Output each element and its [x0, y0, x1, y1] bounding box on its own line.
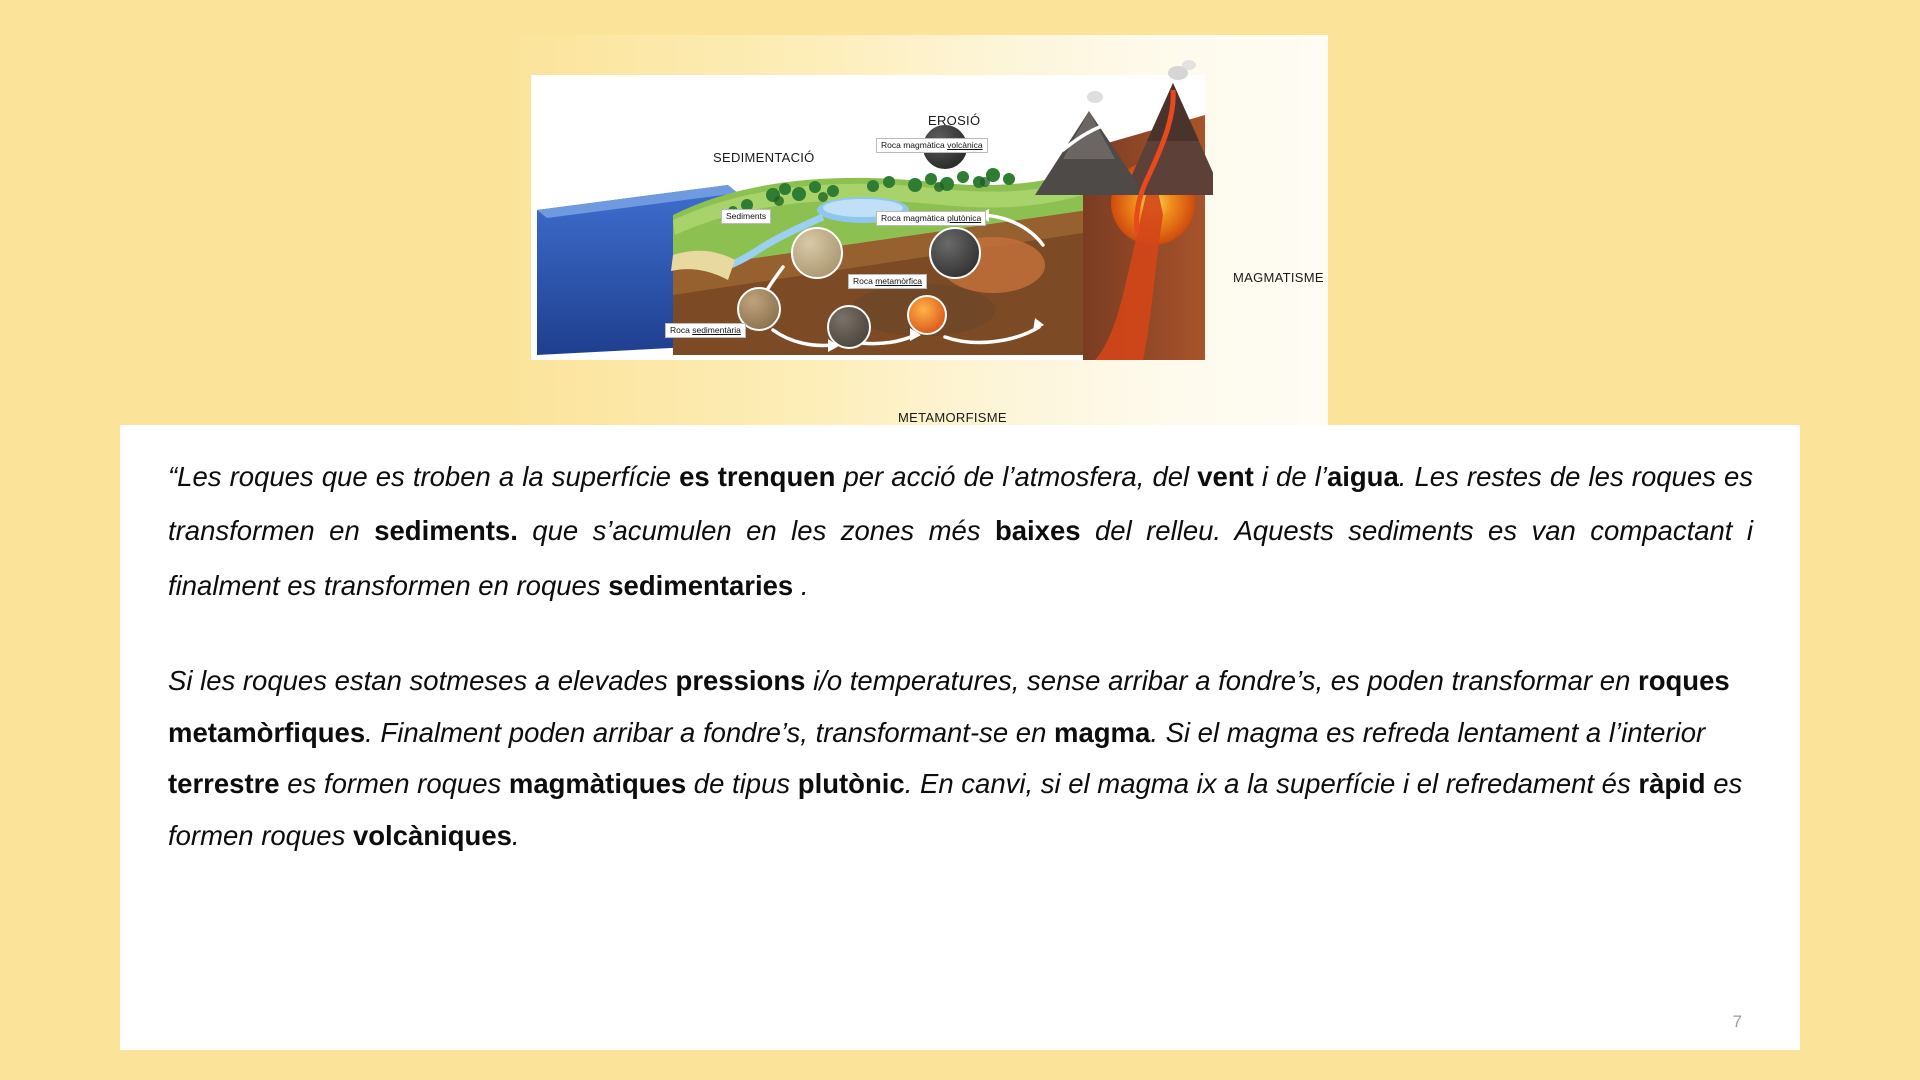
rock-cycle-diagram	[523, 55, 1324, 425]
text-emphasis: magmàtiques	[508, 768, 687, 800]
text-run: . Les restes de les roques es transformen en	[168, 461, 1754, 547]
text-emphasis: vent	[1197, 461, 1254, 492]
text-emphasis: pressions	[675, 665, 806, 696]
tag-plutonic-underline: plutònica	[947, 213, 982, 223]
tag-sedimentary-prefix: Roca	[670, 325, 693, 335]
text-emphasis: terrestre	[168, 768, 280, 800]
text-run: es formen roques	[168, 768, 1743, 852]
text-run: “Les roques que es troben a la superfície	[168, 461, 680, 492]
tag-volcanic-underline: volcànica	[947, 140, 983, 150]
label-erosion: EROSIÓ	[928, 113, 981, 128]
label-magmatism: MAGMATISME	[1233, 270, 1324, 285]
text-emphasis: plutònic	[797, 768, 905, 800]
text-run: que s’acumulen en les zones més	[517, 515, 995, 547]
tag-sediments-label: Sediments	[726, 211, 767, 221]
text-panel	[120, 425, 1800, 1050]
label-sedimentation: SEDIMENTACIÓ	[713, 150, 815, 165]
figure-card	[518, 45, 1324, 425]
tag-sedimentary-underline: sedimentària	[692, 325, 741, 335]
text-run: .	[511, 820, 520, 852]
text-run: es formen roques	[279, 768, 509, 800]
tag-roca-magmatica-volcanica	[876, 138, 988, 153]
tag-roca-metamorfica	[848, 274, 927, 289]
text-run: del relleu. Aquests sediments es van compactant i finalment es transformen en roques	[168, 515, 1753, 601]
text-run: . Finalment poden arribar a fondre’s, transformant-se en	[365, 716, 1055, 748]
rock-sample-sediments	[791, 227, 843, 279]
rock-sample-metamorphic	[827, 305, 871, 349]
rock-sample-plutonic	[929, 227, 981, 279]
paragraph-1	[168, 450, 1753, 613]
text-run: i/o temperatures, sense arribar a fondre’s, es poden transformar en	[805, 665, 1638, 696]
text-run: de tipus	[686, 768, 798, 800]
text-run: . Si el magma es refreda lentament a l’interior	[1150, 716, 1706, 748]
label-metamorphism: METAMORFISME	[898, 410, 1007, 425]
page-number: 7	[1732, 1012, 1742, 1031]
figure-container	[508, 35, 1328, 425]
text-emphasis: es trenquen	[679, 461, 836, 492]
rock-sample-magma	[907, 295, 947, 335]
text-emphasis: sedimentaries	[608, 569, 794, 601]
tag-metamorphic-prefix: Roca	[853, 276, 876, 286]
tag-roca-sedimentaria	[665, 323, 746, 338]
text-run: i de l’	[1253, 461, 1327, 492]
text-emphasis: volcàniques	[352, 820, 512, 852]
text-emphasis: magma	[1054, 716, 1151, 748]
text-emphasis: baixes	[994, 515, 1081, 547]
text-run: Si les roques estan sotmeses a elevades	[168, 665, 676, 696]
tag-volcanic-prefix: Roca magmàtica	[881, 140, 948, 150]
text-emphasis: aigua	[1326, 461, 1399, 492]
tag-plutonic-prefix: Roca magmàtica	[881, 213, 948, 223]
tag-sediments	[721, 209, 771, 224]
text-emphasis: ràpid	[1638, 768, 1706, 800]
text-run: .	[793, 569, 809, 601]
text-emphasis: roques metamòrfiques	[168, 665, 1730, 748]
tag-metamorphic-underline: metamòrfica	[875, 276, 922, 286]
paragraph-2	[168, 655, 1753, 862]
text-run: per acció de l’atmosfera, del	[835, 461, 1198, 492]
tag-roca-magmatica-plutonica	[876, 211, 986, 226]
text-emphasis: sediments.	[374, 515, 518, 547]
text-run: . En canvi, si el magma ix a la superfície i el refredament és	[904, 768, 1639, 800]
